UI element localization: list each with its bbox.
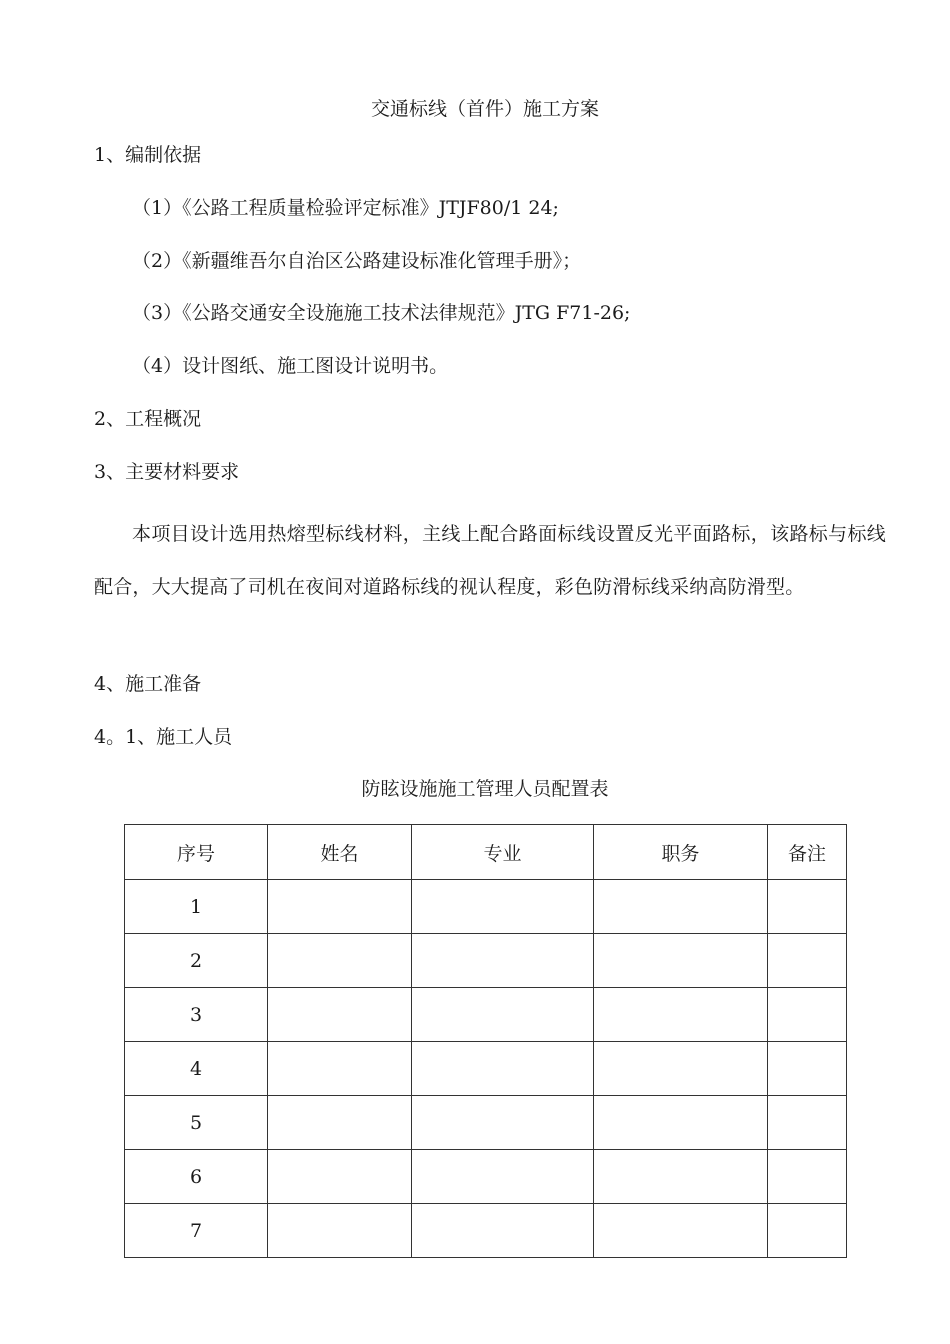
cell-index: 1 xyxy=(125,880,268,934)
cell-position xyxy=(594,1204,768,1258)
table-row xyxy=(125,1204,847,1258)
reference-item-1: （1）《公路工程质量检验评定标准》JTJF80/1 24; xyxy=(132,197,559,219)
cell-specialty xyxy=(412,934,594,988)
column-header-name: 姓名 xyxy=(268,825,412,880)
cell-index: 4 xyxy=(125,1042,268,1096)
reference-item-2: （2）《新疆维吾尔自治区公路建设标准化管理手册》； xyxy=(132,250,582,272)
cell-specialty xyxy=(412,1204,594,1258)
cell-name xyxy=(268,988,412,1042)
cell-position xyxy=(594,880,768,934)
cell-specialty xyxy=(412,1150,594,1204)
cell-name xyxy=(268,880,412,934)
cell-position xyxy=(594,988,768,1042)
table-caption: 防眩设施施工管理人员配置表 xyxy=(361,778,609,800)
cell-position xyxy=(594,1042,768,1096)
cell-position xyxy=(594,1150,768,1204)
table-row xyxy=(125,1042,847,1096)
cell-specialty xyxy=(412,988,594,1042)
column-header-remarks: 备注 xyxy=(768,825,847,880)
cell-remarks xyxy=(768,1096,847,1150)
table-row xyxy=(125,880,847,934)
cell-name xyxy=(268,1150,412,1204)
cell-name xyxy=(268,1204,412,1258)
cell-index: 3 xyxy=(125,988,268,1042)
cell-remarks xyxy=(768,1150,847,1204)
section-3-heading: 3、主要材料要求 xyxy=(94,461,240,483)
cell-remarks xyxy=(768,1042,847,1096)
section-4-1-heading: 4。1、施工人员 xyxy=(94,726,233,748)
cell-index: 2 xyxy=(125,934,268,988)
cell-name xyxy=(268,1042,412,1096)
reference-item-4: （4）设计图纸、施工图设计说明书。 xyxy=(132,355,449,377)
cell-specialty xyxy=(412,1096,594,1150)
table-header-row xyxy=(125,825,847,880)
column-header-specialty: 专业 xyxy=(412,825,594,880)
staff-table xyxy=(124,824,847,1258)
section-2-heading: 2、工程概况 xyxy=(94,408,202,430)
reference-item-3: （3）《公路交通安全设施施工技术法律规范》JTG F71-26; xyxy=(132,302,631,324)
cell-position xyxy=(594,934,768,988)
cell-name xyxy=(268,934,412,988)
document-title: 交通标线（首件）施工方案 xyxy=(370,98,599,120)
section-1-heading: 1、编制依据 xyxy=(94,144,202,166)
cell-remarks xyxy=(768,988,847,1042)
cell-specialty xyxy=(412,1042,594,1096)
materials-paragraph: 本项目设计选用热熔型标线材料，主线上配合路面标线设置反光平面路标，该路标与标线配合，大大提高了司机在夜间对道路标线的视认程度，彩色防滑标线采纳高防滑型。 xyxy=(94,523,886,598)
cell-index: 5 xyxy=(125,1096,268,1150)
cell-index: 6 xyxy=(125,1150,268,1204)
table-row xyxy=(125,1096,847,1150)
cell-remarks xyxy=(768,934,847,988)
table-row xyxy=(125,988,847,1042)
cell-remarks xyxy=(768,880,847,934)
section-4-heading: 4、施工准备 xyxy=(94,673,202,695)
cell-name xyxy=(268,1096,412,1150)
cell-position xyxy=(594,1096,768,1150)
cell-remarks xyxy=(768,1204,847,1258)
column-header-index: 序号 xyxy=(125,825,268,880)
column-header-position: 职务 xyxy=(594,825,768,880)
table-row xyxy=(125,1150,847,1204)
cell-index: 7 xyxy=(125,1204,268,1258)
cell-specialty xyxy=(412,880,594,934)
table-row xyxy=(125,934,847,988)
